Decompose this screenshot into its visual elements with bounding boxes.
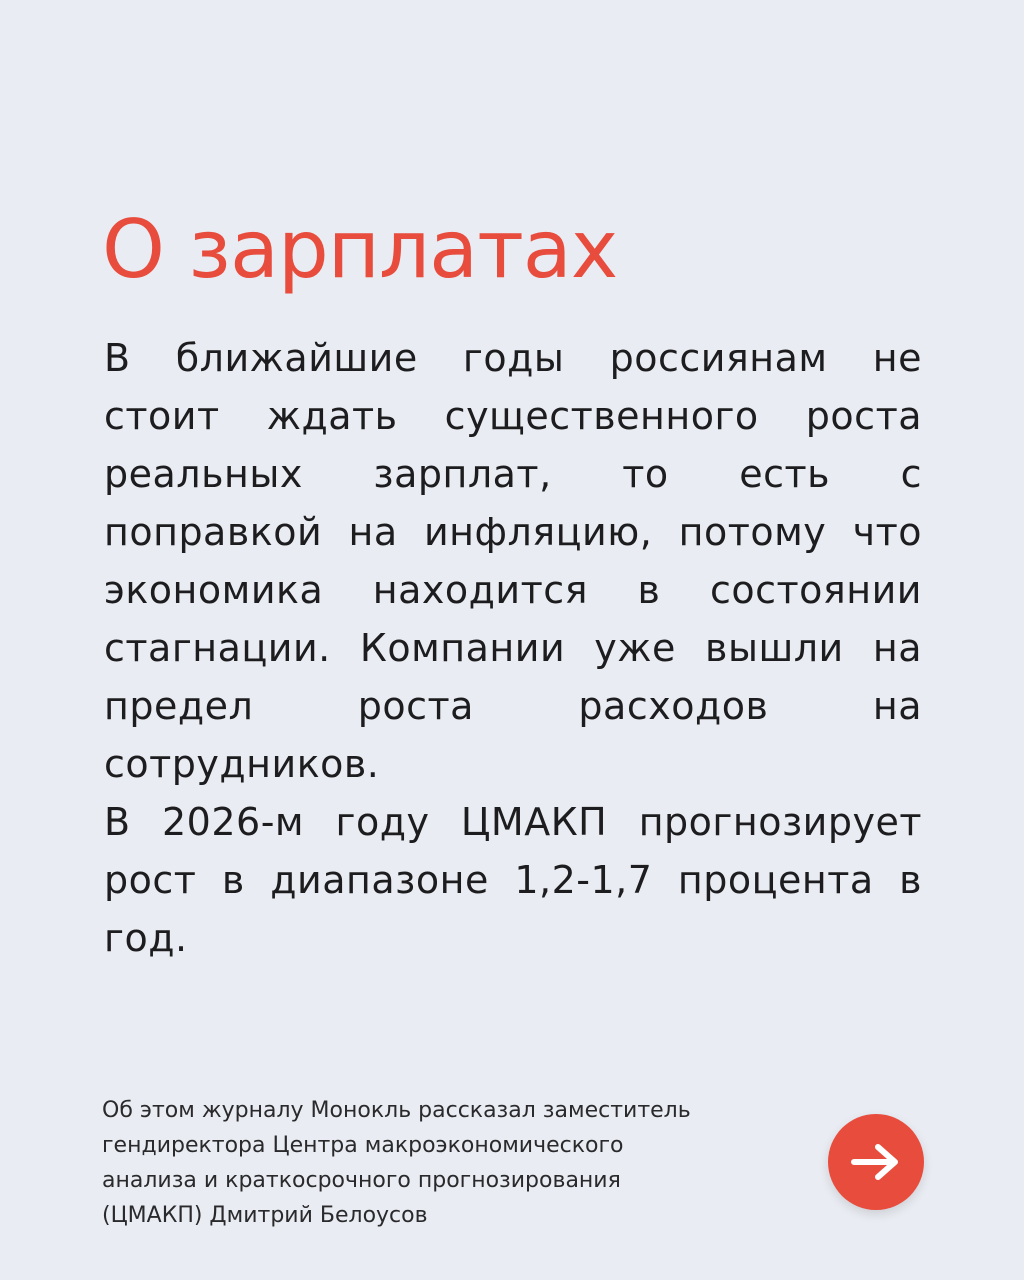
source-note-line: анализа и краткосрочного прогнозирования [102, 1168, 621, 1193]
source-note [102, 1093, 802, 1233]
arrow-right-icon [850, 1142, 902, 1182]
paragraph: В 2026-м году ЦМАКП прогнозирует рост в диапазоне 1,2-1,7 процента в год. [104, 800, 922, 960]
source-note-line: (ЦМАКП) Дмитрий Белоусов [102, 1203, 428, 1228]
page-title: О зарплатах [102, 203, 618, 296]
source-note-line: Об этом журналу Монокль рассказал заместитель [102, 1098, 691, 1123]
next-slide-button[interactable] [828, 1114, 924, 1210]
source-note-line: гендиректора Центра макроэкономического [102, 1133, 624, 1158]
article-body [104, 329, 922, 967]
paragraph: В ближайшие годы россиянам не стоит ждать существенного роста реальных зарплат, то есть с поправкой на инфляцию, потому что экономика находится в состоянии стагнации. Компании уже вышли на предел роста расходов на сотрудников. [104, 336, 922, 786]
